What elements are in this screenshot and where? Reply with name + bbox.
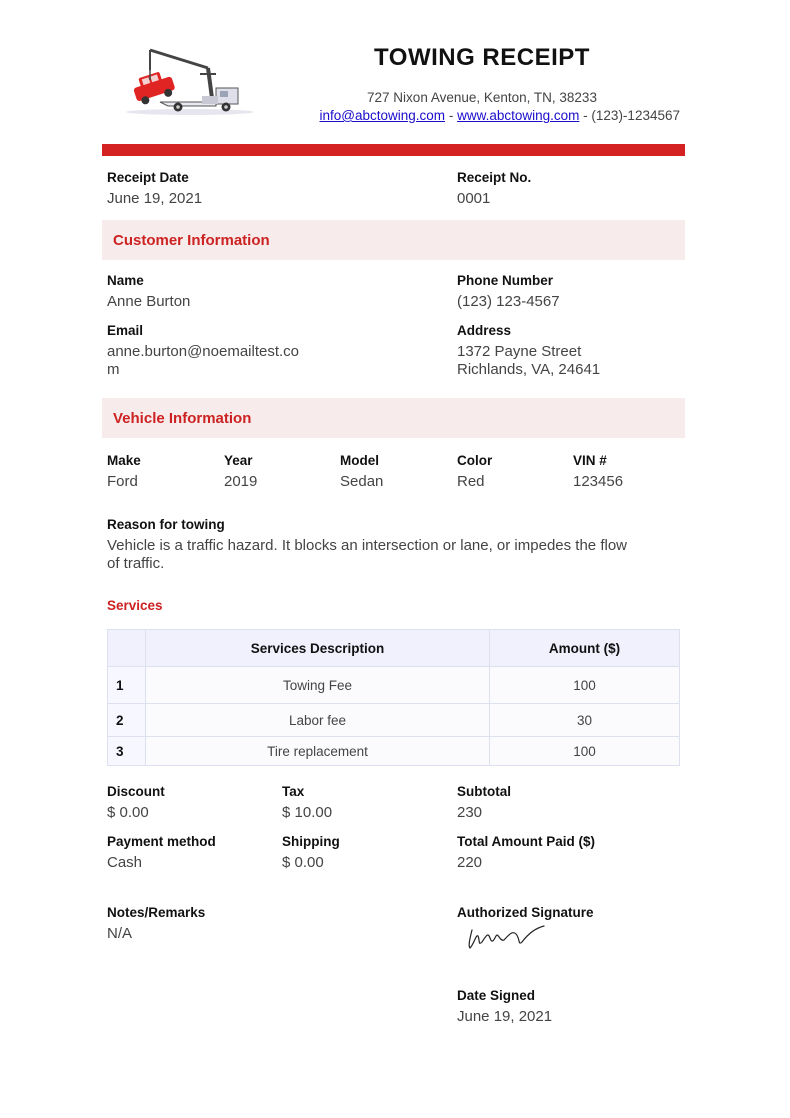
customer-phone: (123) 123-4567: [457, 293, 560, 310]
vehicle-year-label: Year: [224, 453, 253, 468]
shipping-label: Shipping: [282, 834, 340, 849]
table-header-num: [108, 630, 146, 667]
services-title: Services: [107, 598, 163, 613]
customer-address-label: Address: [457, 323, 512, 338]
total-paid-label: Total Amount Paid ($): [457, 834, 595, 849]
customer-phone-label: Phone Number: [457, 273, 554, 288]
vehicle-section-header: [102, 398, 685, 438]
vehicle-make-label: Make: [107, 453, 141, 468]
company-email-link[interactable]: info@abctowing.com: [319, 108, 446, 123]
towing-reason-line2: of traffic.: [107, 555, 165, 572]
tax-value: $ 10.00: [282, 804, 333, 821]
vehicle-color-label: Color: [457, 453, 493, 468]
subtotal-label: Subtotal: [457, 784, 511, 799]
customer-email-line1: anne.burton@noemailtest.co: [107, 343, 300, 360]
row-number: 2: [108, 704, 146, 737]
table-row: [108, 704, 680, 737]
table-header-row: [108, 630, 680, 667]
table-row: [108, 667, 680, 704]
vehicle-color: Red: [457, 473, 485, 490]
company-contact: [284, 108, 680, 123]
notes-value: N/A: [107, 925, 133, 942]
row-description: Tire replacement: [146, 737, 490, 766]
vehicle-vin-label: VIN #: [573, 453, 607, 468]
receipt-no-label: Receipt No.: [457, 170, 532, 185]
discount-label: Discount: [107, 784, 165, 799]
vehicle-model-label: Model: [340, 453, 379, 468]
vehicle-make: Ford: [107, 473, 138, 490]
notes-label: Notes/Remarks: [107, 905, 206, 920]
row-description: Towing Fee: [146, 667, 490, 704]
customer-address-line2: Richlands, VA, 24641: [457, 361, 601, 378]
table-header-description: Services Description: [146, 630, 490, 667]
row-description: Labor fee: [146, 704, 490, 737]
subtotal-value: 230: [457, 804, 483, 821]
row-number: 3: [108, 737, 146, 766]
towing-reason-label: Reason for towing: [107, 517, 225, 532]
table-header-amount: Amount ($): [490, 630, 680, 667]
customer-name-label: Name: [107, 273, 144, 288]
receipt-date-label: Receipt Date: [107, 170, 189, 185]
date-signed-value: June 19, 2021: [457, 1008, 553, 1025]
customer-email-label: Email: [107, 323, 144, 338]
table-row: [108, 737, 680, 766]
customer-email-line2: m: [107, 361, 120, 378]
customer-name: Anne Burton: [107, 293, 191, 310]
tow-truck-icon: [120, 44, 260, 120]
customer-section-header: [102, 220, 685, 260]
handwritten-signature: [466, 924, 546, 952]
towing-reason-line1: Vehicle is a traffic hazard. It blocks an intersection or lane, or impedes the flow: [107, 537, 627, 554]
company-address: 727 Nixon Avenue, Kenton, TN, 38233: [367, 90, 597, 105]
payment-method-value: Cash: [107, 854, 143, 871]
signature-label: Authorized Signature: [457, 905, 594, 920]
total-paid-value: 220: [457, 854, 483, 871]
header-divider: [102, 144, 685, 156]
payment-method-label: Payment method: [107, 834, 216, 849]
row-amount: 30: [490, 704, 680, 737]
company-phone: (123)-1234567: [591, 108, 680, 123]
customer-address-line1: 1372 Payne Street: [457, 343, 582, 360]
vehicle-section-title: Vehicle Information: [113, 410, 252, 427]
vehicle-model: Sedan: [340, 473, 384, 490]
receipt-no: 0001: [457, 190, 491, 207]
shipping-value: $ 0.00: [282, 854, 324, 871]
receipt-title: TOWING RECEIPT: [374, 44, 590, 71]
date-signed-label: Date Signed: [457, 988, 536, 1003]
vehicle-year: 2019: [224, 473, 258, 490]
row-amount: 100: [490, 737, 680, 766]
company-website-link[interactable]: www.abctowing.com: [457, 108, 580, 123]
services-table: [107, 629, 680, 766]
tax-label: Tax: [282, 784, 305, 799]
contact-separator: -: [583, 108, 588, 123]
receipt-date: June 19, 2021: [107, 190, 203, 207]
row-number: 1: [108, 667, 146, 704]
contact-separator: -: [448, 108, 454, 123]
vehicle-vin: 123456: [573, 473, 624, 490]
row-amount: 100: [490, 667, 680, 704]
discount-value: $ 0.00: [107, 804, 149, 821]
customer-section-title: Customer Information: [113, 232, 270, 249]
